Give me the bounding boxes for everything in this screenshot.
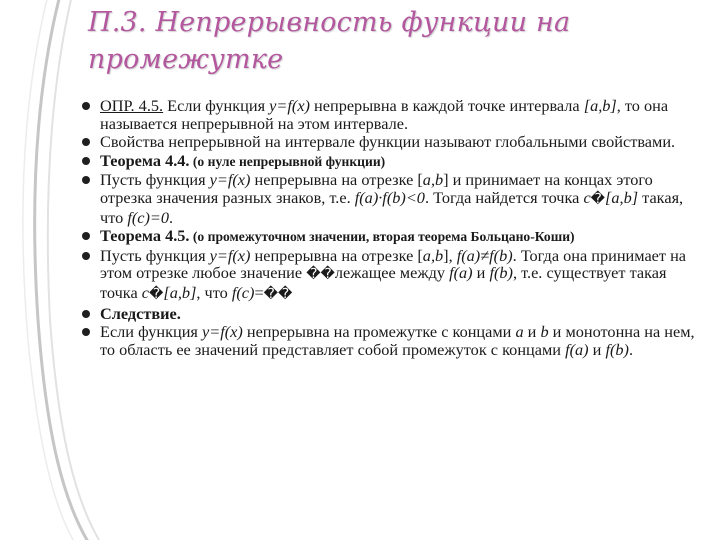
list-item-global-properties [82, 133, 707, 151]
bullet-icon [82, 102, 90, 110]
bullet-icon [82, 328, 90, 336]
text: . Тогда она принимает на этом отрезке любое значение [100, 245, 687, 283]
theorem-label: Теорема 4.5. [100, 226, 190, 246]
text: Пусть функция [100, 245, 210, 265]
bullet-icon [82, 176, 90, 184]
formula: b [540, 322, 549, 342]
bullet-icon [82, 252, 90, 260]
text: непрерывна на отрезке [ [250, 245, 423, 265]
unrendered-glyph: � [590, 190, 606, 207]
unrendered-glyph: �� [263, 285, 293, 302]
text: лежащее между [334, 263, 450, 283]
formula: [a,b] [163, 282, 197, 302]
bullet-icon [82, 310, 90, 318]
formula: y=f(x) [209, 170, 251, 190]
bullet-list [82, 97, 707, 358]
formula: a [515, 322, 524, 342]
text: Свойства непрерывной на интервале функции называют глобальными свойствами. [100, 132, 676, 152]
text: Пусть функция [100, 170, 210, 190]
text: ], [443, 245, 457, 265]
text: и монотонна на нем, то область ее значений представляет собой промежуток с концами [100, 322, 695, 359]
formula: f(b) [605, 339, 629, 359]
text: и [588, 339, 606, 359]
bullet-icon [82, 157, 90, 165]
formula: f(a) [565, 339, 589, 359]
unrendered-glyph: � [149, 285, 164, 302]
list-item-theorem-4-4 [82, 152, 707, 171]
formula: [a,b] [583, 96, 617, 115]
formula: f(a) [449, 263, 473, 283]
bullet-icon [82, 138, 90, 146]
text: , что [196, 282, 232, 302]
text: , то она называется непрерывной на этом интервале. [100, 96, 669, 133]
text: и [472, 263, 490, 283]
text: . Тогда найдется точка [424, 187, 584, 207]
text: . [169, 207, 174, 227]
list-item-corollary-statement [82, 323, 707, 358]
formula: y=f(x) [269, 96, 310, 115]
theorem-subtitle: (о промежуточном значении, вторая теорема Больцано-Коши) [189, 229, 575, 245]
formula: y=f(x) [201, 322, 243, 342]
text: непрерывна на отрезке [ [250, 170, 423, 190]
theorem-subtitle: (о нуле непрерывной функции) [189, 153, 386, 169]
formula: a,b [422, 245, 444, 265]
text: . [628, 339, 634, 359]
list-item-definition [82, 97, 707, 132]
formula: c [141, 282, 150, 302]
list-item-theorem-4-5 [82, 227, 707, 246]
title-line-2: промежутке [88, 44, 284, 75]
definition-label: ОПР. 4.5. [100, 96, 164, 115]
formula: a,b [422, 170, 444, 190]
text: Если функция [163, 96, 270, 115]
text: и [523, 322, 541, 342]
formula: f(a)≠f(b) [456, 245, 513, 265]
theorem-label: Теорема 4.4. [100, 150, 190, 170]
formula: f(c) [231, 282, 255, 302]
bullet-icon [82, 232, 90, 240]
formula: c [583, 187, 591, 207]
text: непрерывна в каждой точке интервала [309, 96, 584, 115]
formula: [a,b] [605, 187, 639, 207]
text: , т.е. существует такая точка [100, 263, 667, 302]
text: такая, что [100, 187, 684, 227]
formula: f(c)=0 [127, 207, 170, 227]
page-title [88, 4, 688, 78]
list-item-corollary [82, 305, 707, 323]
unrendered-glyph: �� [306, 266, 335, 283]
formula: f(b) [489, 263, 513, 283]
text: ] и принимает на концах этого отрезка значения разных знаков, т.е. [100, 170, 653, 207]
text: Если функция [100, 322, 202, 342]
corollary-label: Следствие. [100, 303, 181, 323]
title-line-1: П.3. Непрерывность функции на [88, 7, 571, 38]
formula: f(a)·f(b)<0 [354, 187, 425, 207]
text: = [254, 282, 264, 302]
formula: y=f(x) [209, 245, 251, 265]
list-item-theorem-4-4-statement [82, 171, 707, 226]
text: непрерывна на промежутке с концами [242, 322, 516, 342]
list-item-theorem-4-5-statement [82, 247, 707, 304]
